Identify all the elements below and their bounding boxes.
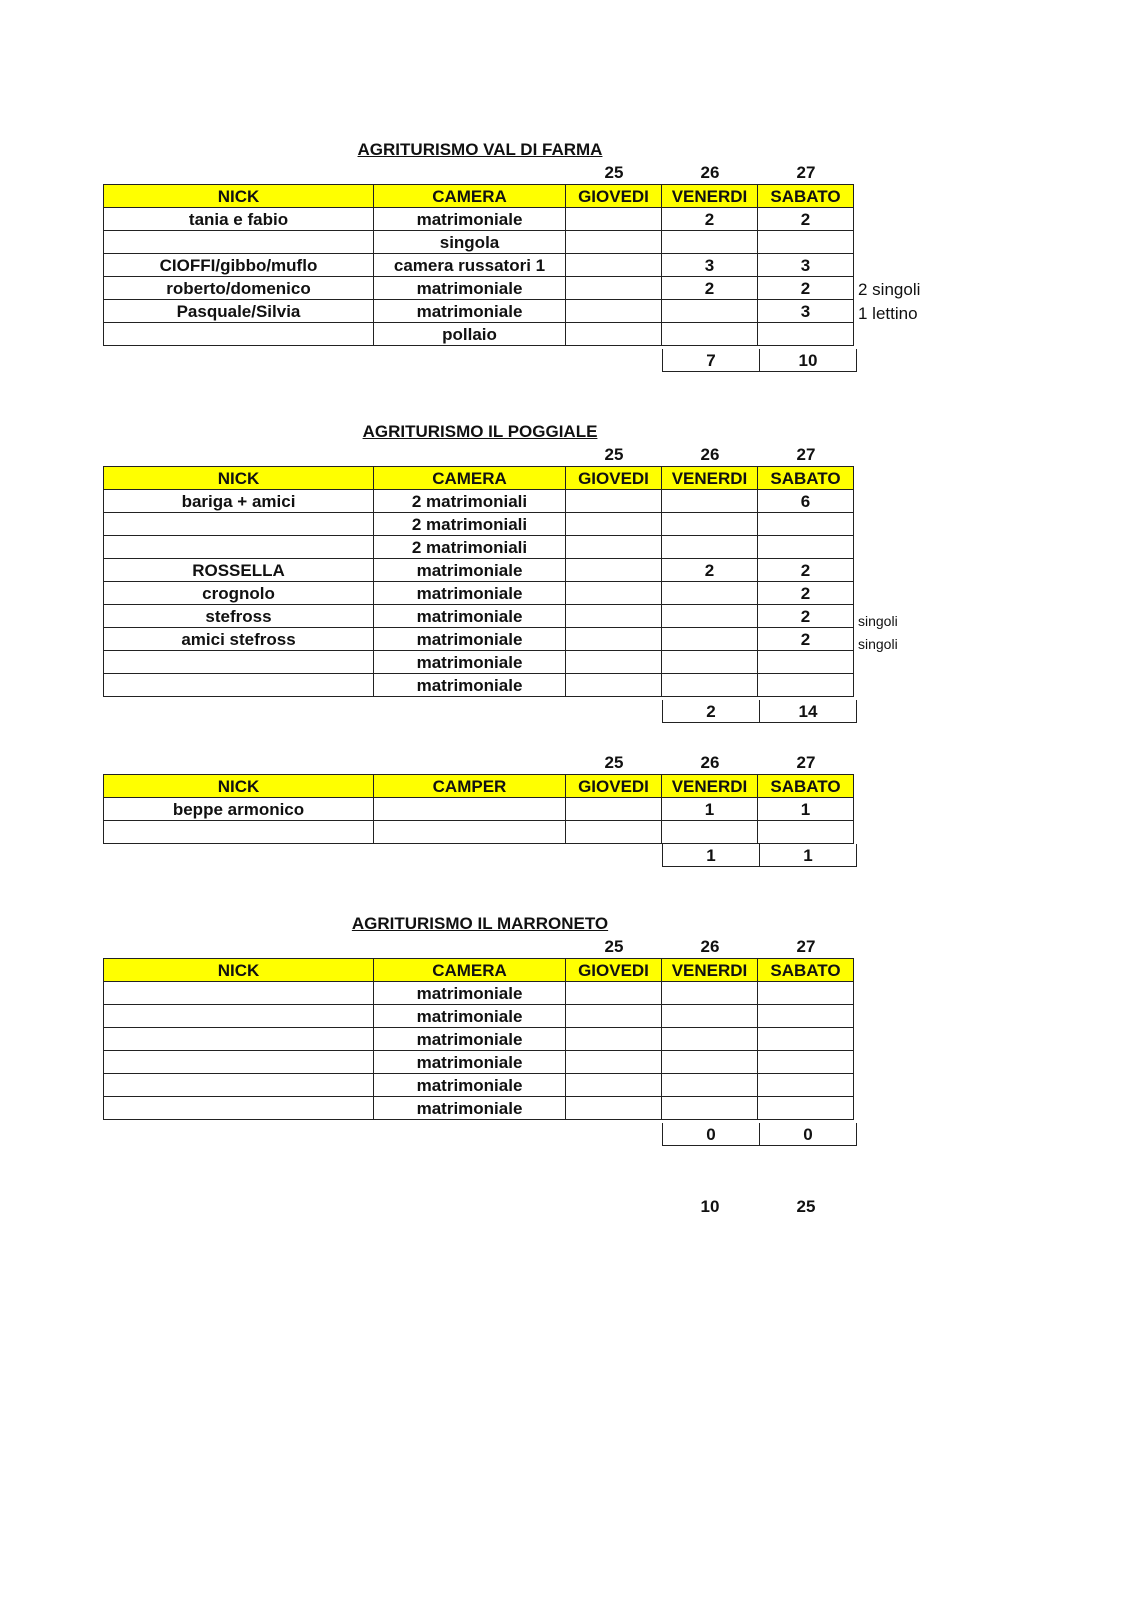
cell-sabato: 3: [758, 254, 854, 277]
cell-camera: 2 matrimoniali: [374, 536, 566, 559]
day-25: 25: [604, 753, 624, 772]
cell-venerdi: [662, 982, 758, 1005]
cell-camera: pollaio: [374, 323, 566, 346]
cell-sabato: [758, 323, 854, 346]
header-camera: CAMERA: [374, 185, 566, 208]
totals-camper: [662, 844, 857, 867]
cell-sabato: [758, 1074, 854, 1097]
header-nick: NICK: [104, 775, 374, 798]
cell-giovedi: [566, 208, 662, 231]
header-nick: NICK: [104, 959, 374, 982]
day-27: 27: [796, 163, 816, 182]
cell-camera: singola: [374, 231, 566, 254]
cell-giovedi: [566, 821, 662, 844]
cell-camera: matrimoniale: [374, 559, 566, 582]
cell-nick: amici stefross: [104, 628, 374, 651]
cell-camera: matrimoniale: [374, 277, 566, 300]
table-camper: [103, 774, 854, 844]
cell-giovedi: [566, 277, 662, 300]
cell-camera: matrimoniale: [374, 1028, 566, 1051]
cell-giovedi: [566, 1051, 662, 1074]
cell-venerdi: [662, 1074, 758, 1097]
day-26: 26: [700, 937, 720, 956]
cell-giovedi: [566, 982, 662, 1005]
cell-nick: [104, 982, 374, 1005]
cell-venerdi: [662, 490, 758, 513]
cell-sabato: 2: [758, 208, 854, 231]
cell-camera: matrimoniale: [374, 300, 566, 323]
cell-venerdi: [662, 300, 758, 323]
cell-sabato: 3: [758, 300, 854, 323]
table-row: [104, 1097, 854, 1120]
header-giovedi: GIOVEDI: [566, 467, 662, 490]
table-row: [104, 798, 854, 821]
table-row: [104, 300, 854, 323]
cell-nick: [104, 674, 374, 697]
day-numbers-s4: [0, 936, 1131, 958]
cell-nick: roberto/domenico: [104, 277, 374, 300]
cell-nick: CIOFFI/gibbo/muflo: [104, 254, 374, 277]
total-sabato: 0: [760, 1123, 857, 1146]
totals-il-poggiale: [662, 700, 857, 723]
cell-sabato: [758, 513, 854, 536]
cell-venerdi: [662, 1097, 758, 1120]
total-sabato: 1: [760, 844, 857, 867]
cell-camera: matrimoniale: [374, 582, 566, 605]
table-row: [104, 231, 854, 254]
table-row: [104, 651, 854, 674]
cell-venerdi: [662, 1005, 758, 1028]
table-val-di-farma: [103, 184, 854, 346]
cell-nick: [104, 1005, 374, 1028]
cell-nick: [104, 1097, 374, 1120]
table-row: [104, 1074, 854, 1097]
header-camera: CAMERA: [374, 467, 566, 490]
table-row: [104, 208, 854, 231]
cell-nick: ROSSELLA: [104, 559, 374, 582]
cell-nick: [104, 651, 374, 674]
cell-nick: tania e fabio: [104, 208, 374, 231]
cell-nick: [104, 1074, 374, 1097]
cell-venerdi: [662, 651, 758, 674]
cell-sabato: [758, 674, 854, 697]
table-row: [104, 254, 854, 277]
note-singoli-1: singoli: [858, 613, 898, 629]
title-il-poggiale: AGRITURISMO IL POGGIALE: [362, 422, 598, 441]
table-row: [104, 674, 854, 697]
day-numbers-s3: [0, 752, 1131, 774]
totals-il-marroneto: [662, 1123, 857, 1146]
note-1-lettino: 1 lettino: [858, 304, 918, 323]
cell-venerdi: [662, 323, 758, 346]
cell-camera: matrimoniale: [374, 1005, 566, 1028]
header-row: [104, 467, 854, 490]
table-row: [104, 1005, 854, 1028]
header-row: [104, 775, 854, 798]
cell-camera: 2 matrimoniali: [374, 513, 566, 536]
header-sabato: SABATO: [758, 775, 854, 798]
cell-camera: matrimoniale: [374, 628, 566, 651]
cell-sabato: 1: [758, 798, 854, 821]
header-row: [104, 959, 854, 982]
total-sabato: 10: [760, 349, 857, 372]
cell-giovedi: [566, 559, 662, 582]
cell-sabato: 2: [758, 628, 854, 651]
header-giovedi: GIOVEDI: [566, 775, 662, 798]
header-camera: CAMERA: [374, 959, 566, 982]
cell-giovedi: [566, 605, 662, 628]
cell-giovedi: [566, 1028, 662, 1051]
cell-camper: [374, 798, 566, 821]
cell-giovedi: [566, 513, 662, 536]
cell-giovedi: [566, 490, 662, 513]
cell-giovedi: [566, 323, 662, 346]
cell-giovedi: [566, 1097, 662, 1120]
header-row: [104, 185, 854, 208]
header-venerdi: VENERDI: [662, 467, 758, 490]
cell-giovedi: [566, 1074, 662, 1097]
cell-nick: beppe armonico: [104, 798, 374, 821]
cell-nick: [104, 323, 374, 346]
cell-venerdi: 1: [662, 798, 758, 821]
cell-sabato: [758, 536, 854, 559]
header-giovedi: GIOVEDI: [566, 185, 662, 208]
header-camper: CAMPER: [374, 775, 566, 798]
cell-venerdi: [662, 821, 758, 844]
cell-camper: [374, 821, 566, 844]
grand-total-venerdi: 10: [700, 1197, 720, 1216]
table-row: [104, 821, 854, 844]
cell-camera: matrimoniale: [374, 605, 566, 628]
cell-giovedi: [566, 582, 662, 605]
title-il-marroneto: AGRITURISMO IL MARRONETO: [351, 914, 609, 933]
cell-venerdi: [662, 536, 758, 559]
day-26: 26: [700, 753, 720, 772]
table-row: [104, 536, 854, 559]
table-il-marroneto: [103, 958, 854, 1120]
cell-sabato: [758, 1051, 854, 1074]
cell-nick: [104, 1051, 374, 1074]
header-sabato: SABATO: [758, 467, 854, 490]
cell-sabato: [758, 982, 854, 1005]
cell-nick: [104, 513, 374, 536]
cell-giovedi: [566, 1005, 662, 1028]
table-row: [104, 277, 854, 300]
total-venerdi: 7: [663, 349, 760, 372]
cell-giovedi: [566, 628, 662, 651]
cell-nick: [104, 821, 374, 844]
cell-sabato: [758, 1005, 854, 1028]
cell-venerdi: [662, 1051, 758, 1074]
header-venerdi: VENERDI: [662, 775, 758, 798]
cell-sabato: 2: [758, 559, 854, 582]
total-venerdi: 2: [663, 700, 760, 723]
table-il-poggiale: [103, 466, 854, 697]
day-25: 25: [604, 937, 624, 956]
table-row: [104, 1028, 854, 1051]
cell-nick: [104, 231, 374, 254]
total-sabato: 14: [760, 700, 857, 723]
cell-giovedi: [566, 536, 662, 559]
table-row: [104, 1051, 854, 1074]
cell-giovedi: [566, 254, 662, 277]
cell-nick: stefross: [104, 605, 374, 628]
note-2-singoli: 2 singoli: [858, 280, 921, 299]
cell-venerdi: [662, 582, 758, 605]
cell-camera: matrimoniale: [374, 1051, 566, 1074]
cell-giovedi: [566, 300, 662, 323]
cell-venerdi: 2: [662, 208, 758, 231]
cell-sabato: [758, 821, 854, 844]
day-numbers-s2: [0, 444, 1131, 466]
table-row: [104, 582, 854, 605]
table-row: [104, 513, 854, 536]
day-25: 25: [604, 163, 624, 182]
header-venerdi: VENERDI: [662, 959, 758, 982]
header-nick: NICK: [104, 185, 374, 208]
cell-giovedi: [566, 798, 662, 821]
cell-sabato: [758, 1028, 854, 1051]
header-sabato: SABATO: [758, 959, 854, 982]
cell-sabato: [758, 231, 854, 254]
day-27: 27: [796, 445, 816, 464]
day-27: 27: [796, 937, 816, 956]
cell-camera: camera russatori 1: [374, 254, 566, 277]
cell-sabato: 2: [758, 277, 854, 300]
table-row: [104, 605, 854, 628]
header-venerdi: VENERDI: [662, 185, 758, 208]
note-singoli-2: singoli: [858, 636, 898, 652]
grand-total-sabato: 25: [796, 1197, 816, 1216]
cell-camera: matrimoniale: [374, 1074, 566, 1097]
cell-venerdi: 3: [662, 254, 758, 277]
cell-venerdi: [662, 231, 758, 254]
cell-camera: matrimoniale: [374, 674, 566, 697]
cell-camera: 2 matrimoniali: [374, 490, 566, 513]
cell-sabato: [758, 651, 854, 674]
table-row: [104, 323, 854, 346]
cell-venerdi: [662, 1028, 758, 1051]
cell-nick: [104, 1028, 374, 1051]
cell-sabato: [758, 1097, 854, 1120]
cell-venerdi: [662, 513, 758, 536]
cell-venerdi: 2: [662, 277, 758, 300]
totals-val-di-farma: [662, 349, 857, 372]
day-27: 27: [796, 753, 816, 772]
cell-nick: Pasquale/Silvia: [104, 300, 374, 323]
cell-camera: matrimoniale: [374, 208, 566, 231]
total-venerdi: 1: [663, 844, 760, 867]
title-val-di-farma: AGRITURISMO VAL DI FARMA: [357, 140, 603, 159]
cell-nick: crognolo: [104, 582, 374, 605]
total-venerdi: 0: [663, 1123, 760, 1146]
cell-venerdi: 2: [662, 559, 758, 582]
table-row: [104, 982, 854, 1005]
cell-venerdi: [662, 628, 758, 651]
cell-nick: [104, 536, 374, 559]
cell-camera: matrimoniale: [374, 982, 566, 1005]
header-sabato: SABATO: [758, 185, 854, 208]
header-giovedi: GIOVEDI: [566, 959, 662, 982]
day-numbers-s1: [0, 162, 1131, 184]
cell-camera: matrimoniale: [374, 1097, 566, 1120]
day-25: 25: [604, 445, 624, 464]
table-row: [104, 628, 854, 651]
cell-giovedi: [566, 651, 662, 674]
table-row: [104, 559, 854, 582]
cell-sabato: 2: [758, 605, 854, 628]
day-26: 26: [700, 445, 720, 464]
table-row: [104, 490, 854, 513]
cell-venerdi: [662, 605, 758, 628]
cell-sabato: 6: [758, 490, 854, 513]
cell-venerdi: [662, 674, 758, 697]
cell-sabato: 2: [758, 582, 854, 605]
cell-camera: matrimoniale: [374, 651, 566, 674]
cell-nick: bariga + amici: [104, 490, 374, 513]
day-26: 26: [700, 163, 720, 182]
cell-giovedi: [566, 231, 662, 254]
header-nick: NICK: [104, 467, 374, 490]
cell-giovedi: [566, 674, 662, 697]
